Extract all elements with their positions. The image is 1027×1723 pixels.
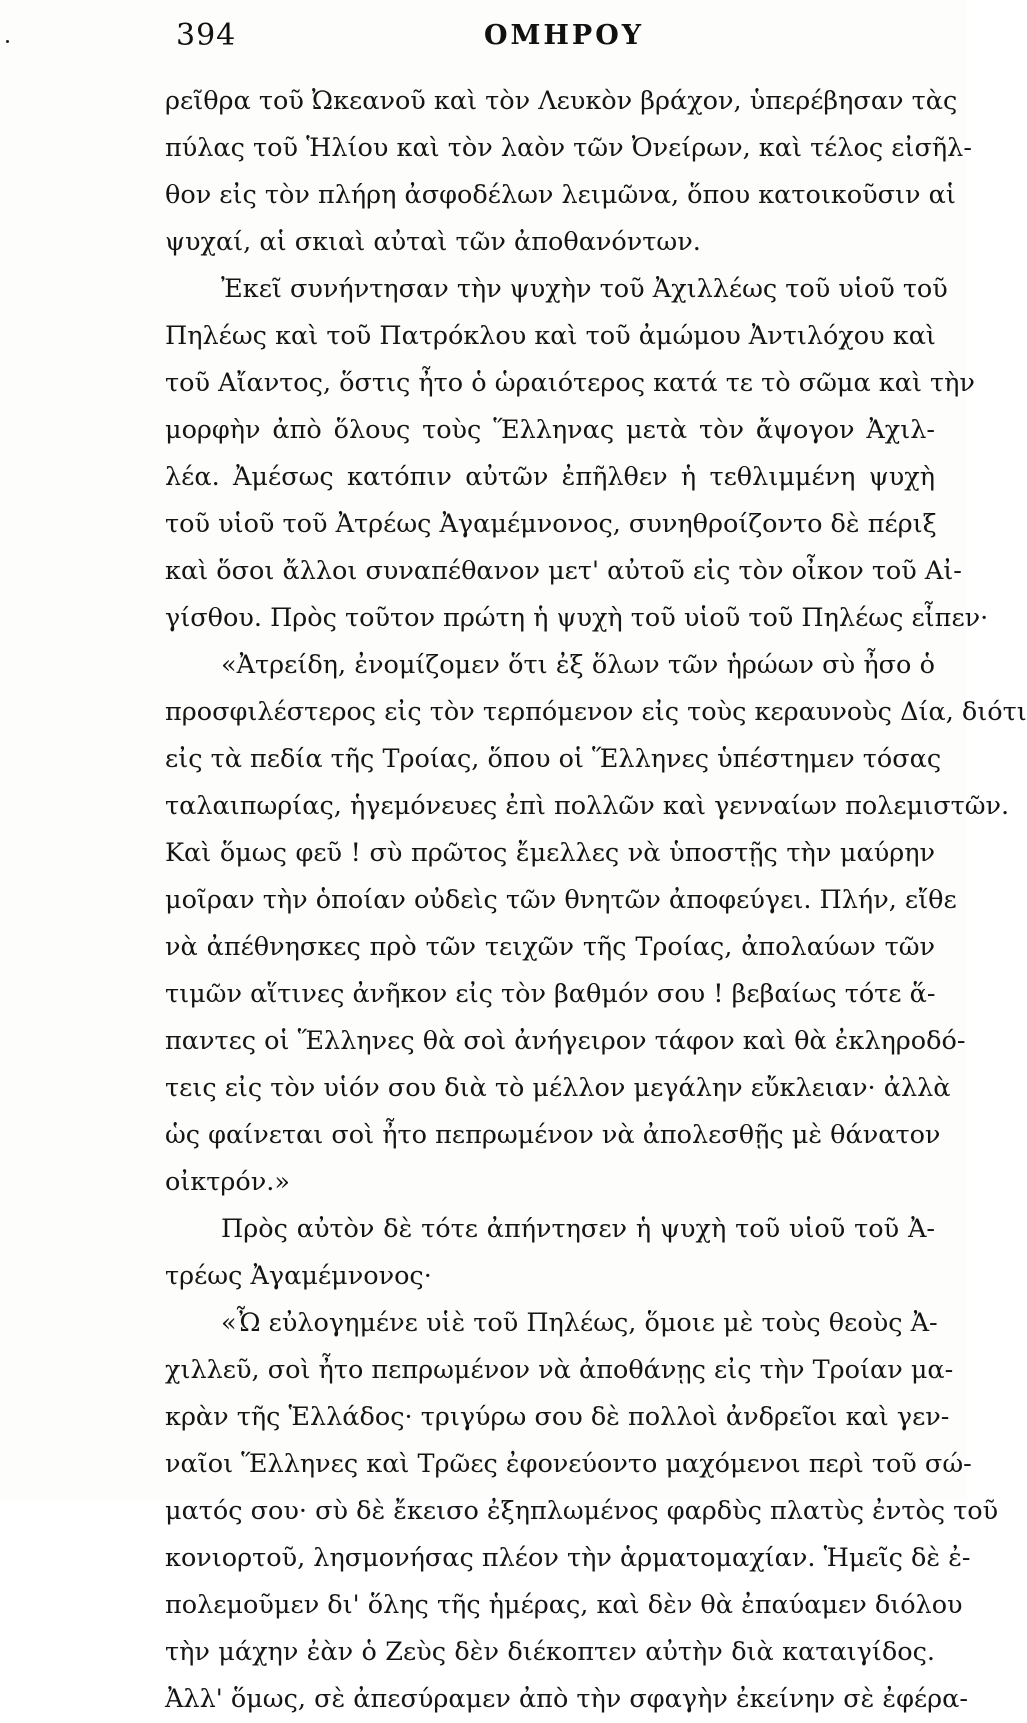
text-line: εἰς τὰ πεδία τῆς Τροίας, ὅπου οἱ Ἕλληνες ὑπέστημεν τόσας [165,744,942,774]
text-line: Πηλέως καὶ τοῦ Πατρόκλου καὶ τοῦ ἀμώμου Ἀντιλόχου καὶ [165,321,936,351]
text-line: «Ὦ εὐλογημένε υἱὲ τοῦ Πηλέως, ὅμοιε μὲ τοὺς θεοὺς Ἀ- [221,1308,938,1338]
text-line: μοῖραν τὴν ὁποίαν οὐδεὶς τῶν θνητῶν ἀποφεύγει. Πλήν, εἴθε [165,885,957,915]
text-line: γίσθου. Πρὸς τοῦτον πρώτη ἡ ψυχὴ τοῦ υἱοῦ τοῦ Πηλέως εἶπεν· [165,603,989,633]
page-header [176,18,936,62]
text-line: κονιορτοῦ, λησμονήσας πλέον τὴν ἁρματομαχίαν. Ἡμεῖς δὲ ἐ- [165,1543,971,1573]
text-line: τιμῶν αἵτινες ἀνῆκον εἰς τὸν βαθμόν σου ! βεβαίως τότε ἅ- [165,979,936,1009]
text-line: κρὰν τῆς Ἑλλάδος· τριγύρω σου δὲ πολλοὶ ἀνδρεῖοι καὶ γεν- [165,1402,950,1432]
text-line: ματός σου· σὺ δὲ ἔκεισο ἐξηπλωμένος φαρδὺς πλατὺς ἐντὸς τοῦ [165,1496,999,1526]
text-line: πολεμοῦμεν δι' ὅλης τῆς ἡμέρας, καὶ δὲν θὰ ἐπαύαμεν διόλου [165,1590,963,1620]
text-line: «Ἀτρείδη, ἐνομίζομεν ὅτι ἐξ ὅλων τῶν ἡρώων σὺ ἦσο ὁ [221,650,935,680]
text-line: οἰκτρόν.» [165,1167,290,1197]
text-line: λέα. Ἀμέσως κατόπιν αὐτῶν ἐπῆλθεν ἡ τεθλιμμένη ψυχὴ [165,462,935,492]
text-line: θον εἰς τὸν πλήρη ἀσφοδέλων λειμῶνα, ὅπου κατοικοῦσιν αἱ [165,180,956,210]
text-line: Ἀλλ' ὅμως, σὲ ἀπεσύραμεν ἀπὸ τὴν σφαγὴν ἐκείνην σὲ ἐφέρα- [165,1684,968,1714]
running-title: ΟΜΗΡΟΥ [484,20,645,51]
text-line: νὰ ἀπέθνησκες πρὸ τῶν τειχῶν τῆς Τροίας, ἀπολαύων τῶν [165,932,935,962]
text-line: μορφὴν ἀπὸ ὅλους τοὺς Ἕλληνας μετὰ τὸν ἄψογον Ἀχιλ- [165,415,935,445]
text-line: Καὶ ὅμως φεῦ ! σὺ πρῶτος ἔμελλες νὰ ὑποστῇς τὴν μαύρην [165,838,935,868]
text-line: Ἐκεῖ συνήντησαν τὴν ψυχὴν τοῦ Ἀχιλλέως τοῦ υἱοῦ τοῦ [221,274,948,304]
text-line: καὶ ὅσοι ἄλλοι συναπέθανον μετ' αὐτοῦ εἰς τὸν οἶκον τοῦ Αἰ- [165,556,962,586]
text-line: ψυχαί, αἱ σκιαὶ αὐταὶ τῶν ἀποθανόντων. [165,227,701,257]
text-line: προσφιλέστερος εἰς τὸν τερπόμενον εἰς τοὺς κεραυνοὺς Δία, διότι [165,697,1027,727]
text-line: τρέως Ἀγαμέμνονος· [165,1261,432,1291]
text-line: Πρὸς αὐτὸν δὲ τότε ἀπήντησεν ἡ ψυχὴ τοῦ υἱοῦ τοῦ Ἀ- [221,1214,935,1244]
text-line: τεις εἰς τὸν υἱόν σου διὰ τὸ μέλλον μεγάλην εὔκλειαν· ἀλλὰ [165,1073,951,1103]
text-line: παντες οἱ Ἕλληνες θὰ σοὶ ἀνήγειρον τάφον καὶ θὰ ἐκληροδό- [165,1026,966,1056]
text-line: ρεῖθρα τοῦ Ὠκεανοῦ καὶ τὸν Λευκὸν βράχον, ὑπερέβησαν τὰς [165,86,958,116]
page-number: 394 [176,18,237,53]
margin-mark [6,40,9,43]
text-line: τοῦ υἱοῦ τοῦ Ἀτρέως Ἀγαμέμνονος, συνηθροίζοντο δὲ πέριξ [165,509,937,539]
text-line: ταλαιπωρίας, ἡγεμόνευες ἐπὶ πολλῶν καὶ γενναίων πολεμιστῶν. [165,791,1010,821]
body-text [165,78,1027,1723]
text-line: ναῖοι Ἕλληνες καὶ Τρῶες ἐφονεύοντο μαχόμενοι περὶ τοῦ σώ- [165,1449,972,1479]
text-line: ὡς φαίνεται σοὶ ἦτο πεπρωμένον νὰ ἀπολεσθῇς μὲ θάνατον [165,1120,941,1150]
text-line: πύλας τοῦ Ἡλίου καὶ τὸν λαὸν τῶν Ὀνείρων, καὶ τέλος εἰσῆλ- [165,133,972,163]
text-line: τὴν μάχην ἐὰν ὁ Ζεὺς δὲν διέκοπτεν αὐτὴν διὰ καταιγίδος. [165,1637,935,1667]
text-line: χιλλεῦ, σοὶ ἦτο πεπρωμένον νὰ ἀποθάνῃς εἰς τὴν Τροίαν μα- [165,1355,954,1385]
text-line: τοῦ Αἴαντος, ὅστις ἦτο ὁ ὡραιότερος κατά τε τὸ σῶμα καὶ τὴν [165,368,975,398]
